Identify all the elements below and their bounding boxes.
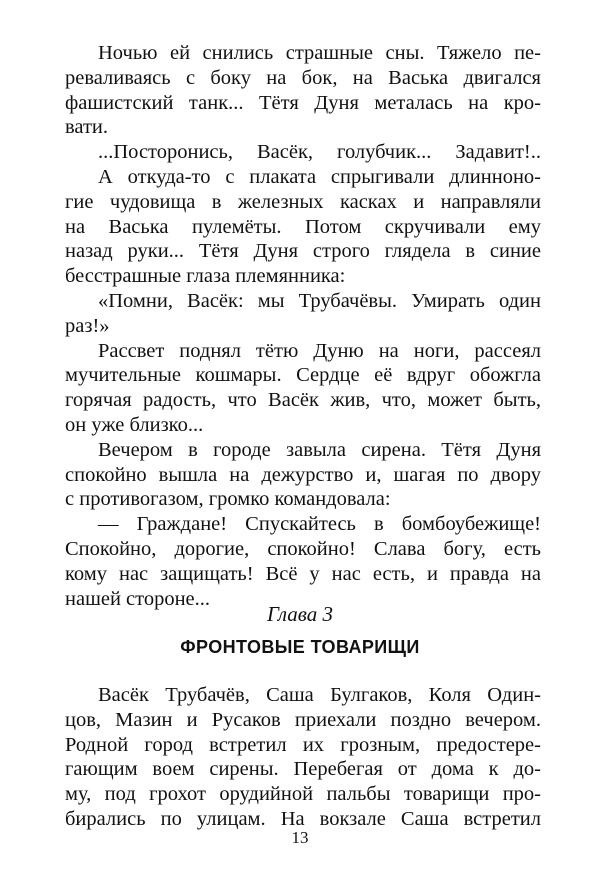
text-line: цов, Мазин и Русаков приехали поздно вечером. [65,708,541,731]
text-line: вати. [65,116,109,139]
chapter-number: Глава 3 [267,602,333,626]
body-text-top [65,41,541,611]
text-line: Спокойно, дорогие, спокойно! Слава богу, есть [65,537,541,560]
text-line: гающим воем сирены. Перебегая от дома к до- [65,758,541,781]
text-line: на Васька пулемёты. Потом скручивали ему [65,215,541,238]
body-text-bottom [65,683,541,832]
text-line: спокойно вышла на дежурство и, шагая по двору [65,463,541,486]
text-line: фашистский танк... Тётя Дуня металась на кро- [65,91,541,114]
text-line: Рассвет поднял тётю Дуню на ноги, рассеял [98,339,541,362]
text-line: «Помни, Васёк: мы Трубачёвы. Умирать один [98,289,541,312]
text-line: бирались по улицам. На вокзале Саша встретил [65,807,541,830]
text-line: — Граждане! Спускайтесь в бомбоубежище! [98,513,541,536]
text-line: кому нас защищать! Всё у нас есть, и правда на [65,562,541,585]
text-line: А откуда-то с плаката спрыгивали длинноно- [98,165,541,188]
text-line: ...Посторонись, Васёк, голубчик... Задавит!.. [98,141,541,164]
text-line: Вечером в городе завыла сирена. Тётя Дуня [98,438,541,461]
text-line: му, под грохот орудийной пальбы товарищи про- [65,783,541,806]
text-line: назад руки... Тётя Дуня строго глядела в синие [65,240,541,263]
text-line: раз!» [65,314,110,337]
text-line: Васёк Трубачёв, Саша Булгаков, Коля Один- [98,684,541,706]
text-line: гие чудовища в железных касках и направляли [65,190,541,213]
text-line: нашей стороне... [65,587,211,610]
page-number: 13 [291,828,309,847]
text-line: Ночью ей снились страшные сны. Тяжело пе- [98,42,541,64]
text-line: горячая радость, что Васёк жив, что, может быть, [65,389,541,412]
text-line: бесстрашные глаза племянника: [65,265,346,288]
text-line: с противогазом, громко командовала: [65,488,391,511]
text-line: Родной город встретил их грозным, предостере- [65,733,541,756]
chapter-title: ФРОНТОВЫЕ ТОВАРИЩИ [180,637,420,657]
text-line: мучительные кошмары. Сердце её вдруг обожгла [65,364,541,387]
text-line: он уже близко... [65,413,204,436]
text-line: реваливаясь с боку на бок, на Васька двигался [65,66,541,89]
